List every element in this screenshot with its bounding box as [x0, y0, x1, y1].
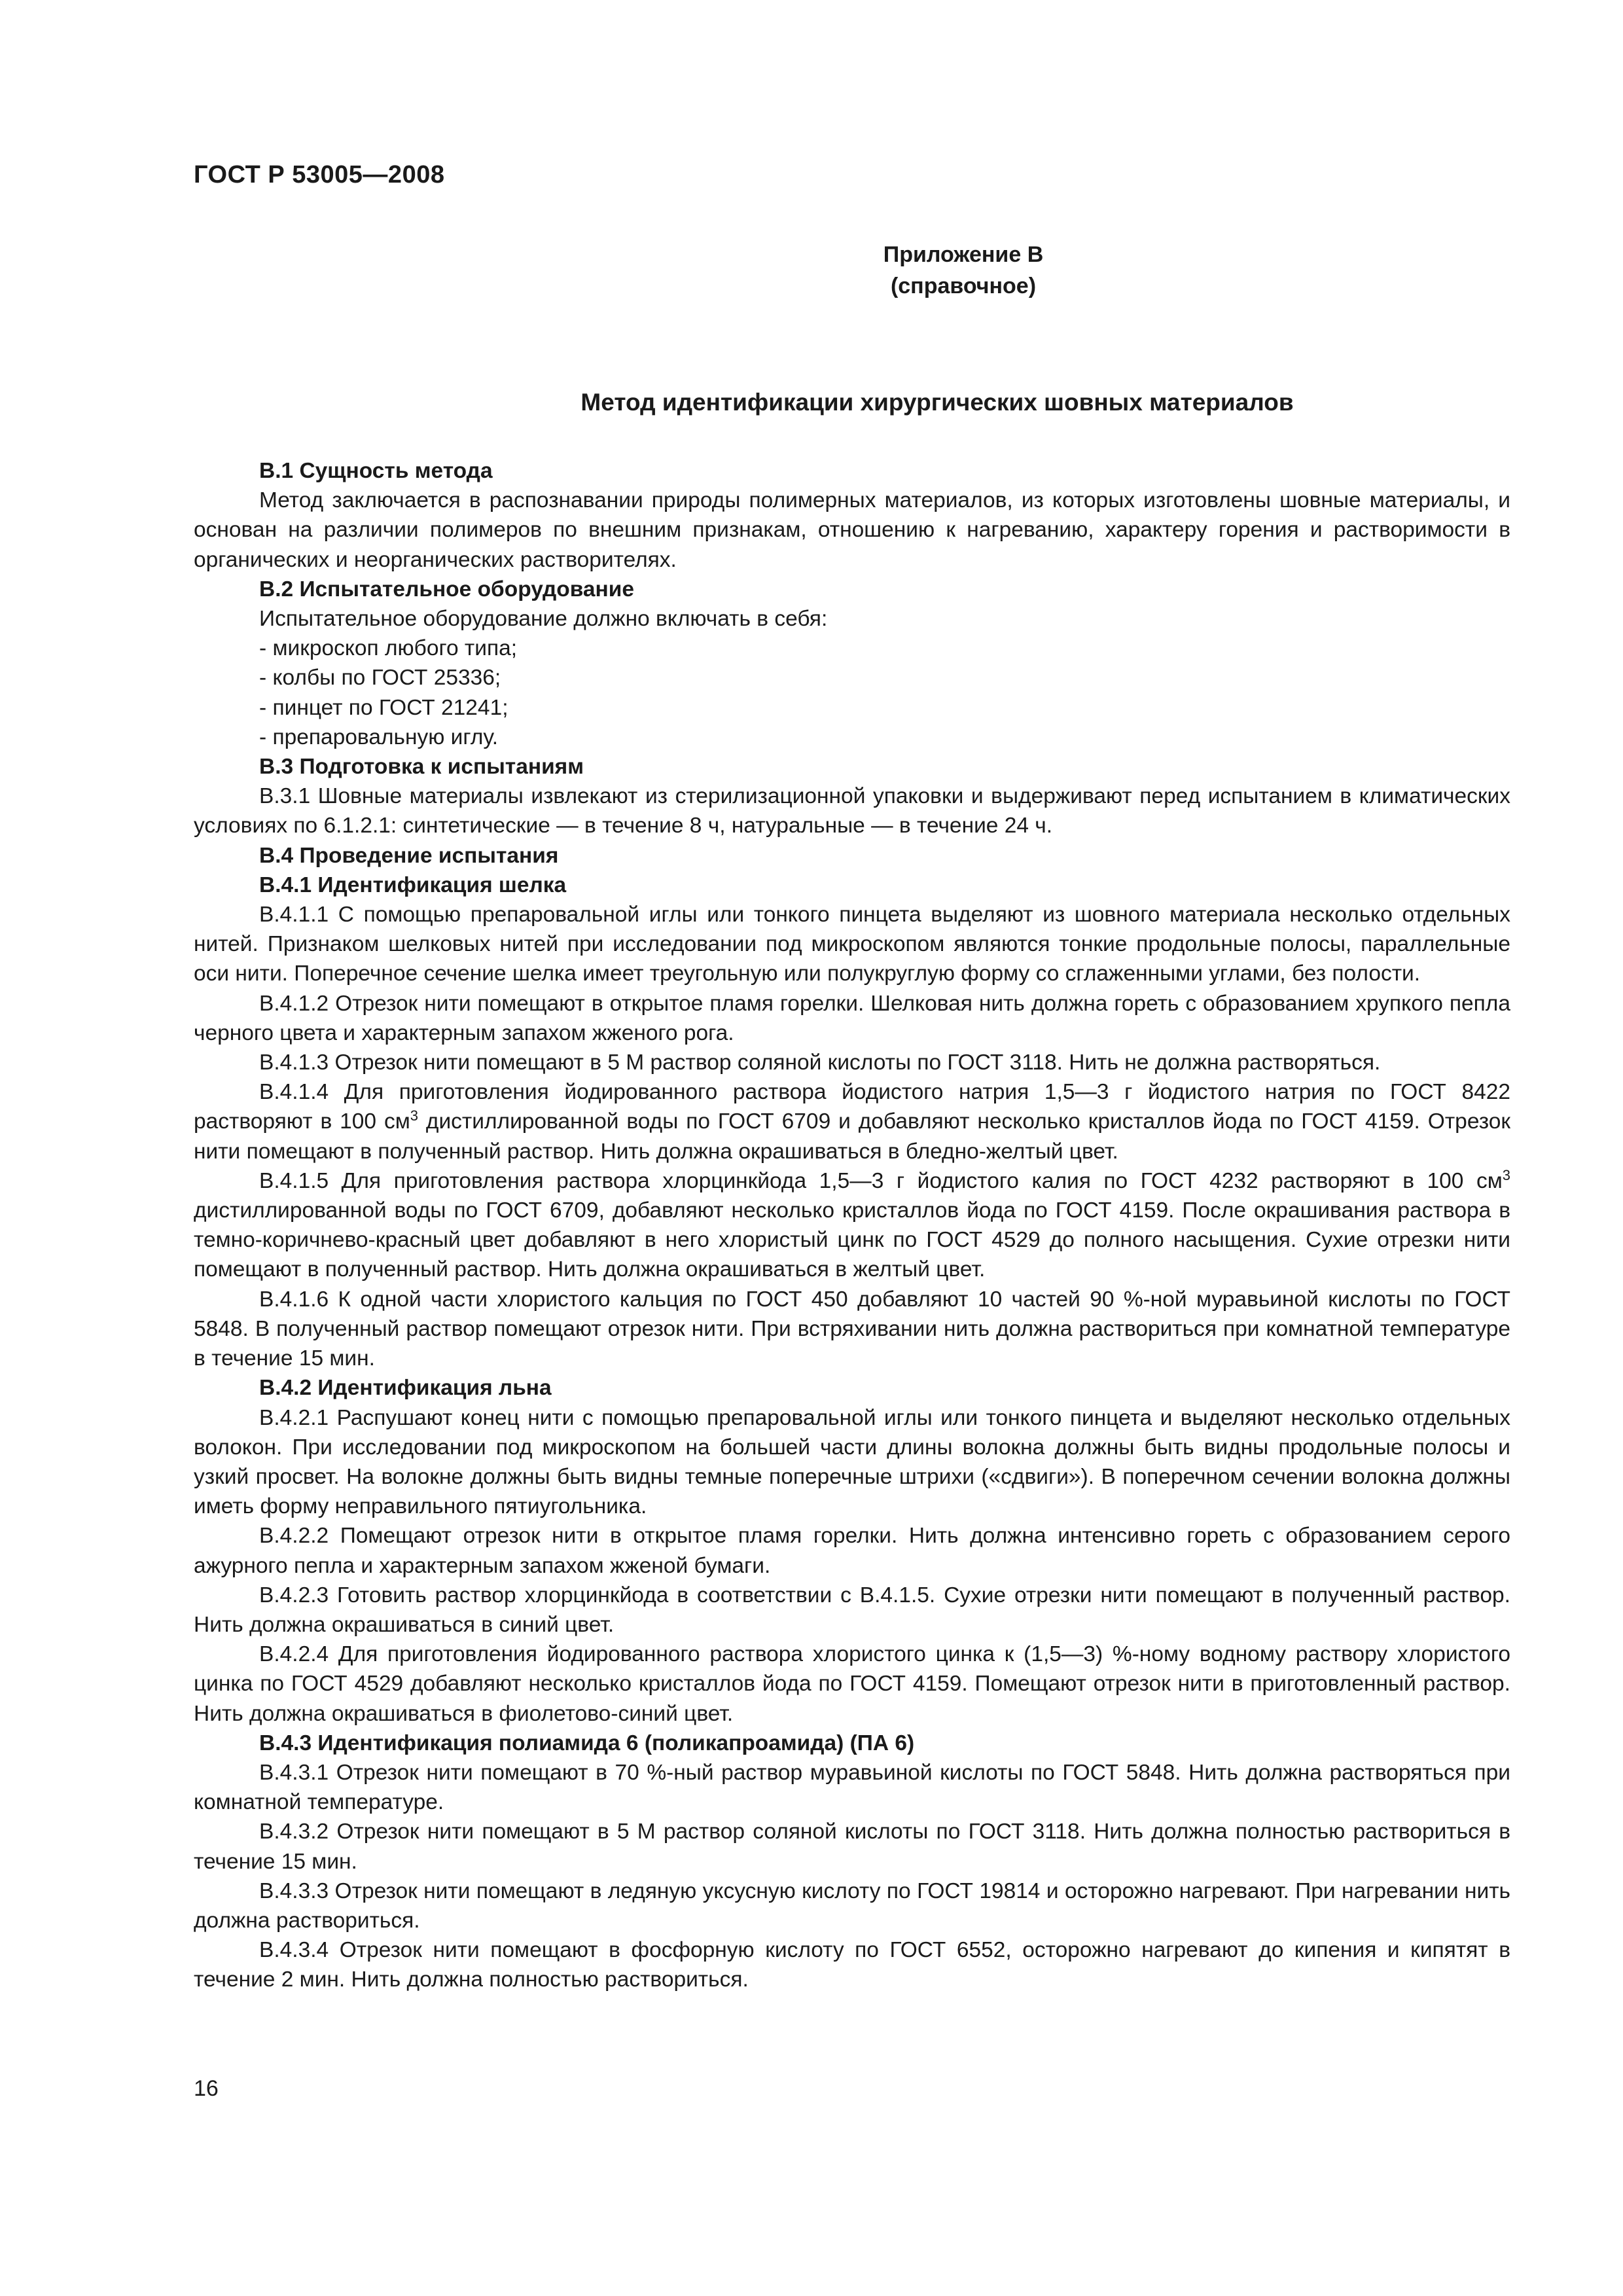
superscript: 3 — [1502, 1166, 1510, 1183]
paragraph — [194, 1166, 1510, 1285]
subsection-heading: В.4.2 Идентификация льна — [259, 1376, 552, 1401]
paragraph: В.4.3.1 Отрезок нити помещают в 70 %-ный раствор муравьиной кислоты по ГОСТ 5848. Нить должна растворяться при комнатной температуре. — [194, 1760, 1510, 1815]
list-item: - пинцет по ГОСТ 21241; — [259, 695, 508, 720]
paragraph: В.4.1.6 К одной части хлористого кальция по ГОСТ 450 добавляют 10 частей 90 %-ной муравьиной кислоты по ГОСТ 5848. В полученный раствор помещают отрезок нити. При встряхивании нить должна раствориться при комнатной температуре в течение 15 мин. — [194, 1287, 1510, 1371]
paragraph: Испытательное оборудование должно включать в себя: — [259, 607, 828, 632]
paragraph — [194, 1077, 1510, 1166]
superscript: 3 — [410, 1107, 418, 1124]
section-heading: В.4 Проведение испытания — [259, 843, 559, 868]
page-number: 16 — [194, 2076, 219, 2101]
paragraph: В.4.2.2 Помещают отрезок нити в открытое пламя горелки. Нить должна интенсивно гореть с образованием серого ажурного пепла и характерным запахом жженой бумаги. — [194, 1524, 1510, 1578]
section-heading: В.1 Сущность метода — [259, 459, 493, 483]
paragraph: В.3.1 Шовные материалы извлекают из стерилизационной упаковки и выдерживают перед испытанием в климатических условиях по 6.1.2.1: синтетические — в течение 8 ч, натуральные — в течение 24 ч. — [194, 784, 1510, 838]
paragraph: В.4.1.2 Отрезок нити помещают в открытое пламя горелки. Шелковая нить должна гореть с образованием хрупкого пепла черного цвета и характерным запахом жженого рога. — [194, 991, 1510, 1045]
section-heading: В.2 Испытательное оборудование — [259, 577, 634, 601]
paragraph: В.4.1.1 С помощью препаровальной иглы или тонкого пинцета выделяют из шовного материала несколько отдельных нитей. Признаком шелковых нитей при исследовании под микроскопом являются тонкие продольные полосы, параллельные оси нити. Поперечное сечение шелка имеет треугольную или полукруглую форму со сглаженными углами, без полости. — [194, 903, 1510, 986]
text-run: В.4.1.4 Для приготовления йодированного раствора йодистого натрия 1,5—3 г йодистого натрия по ГОСТ 8422 растворяют в 100 см — [194, 1080, 1510, 1134]
paragraph: В.4.2.3 Готовить раствор хлорцинкйода в соответствии с В.4.1.5. Сухие отрезки нити помещают в полученный раствор. Нить должна окрашиваться в синий цвет. — [194, 1583, 1510, 1637]
list-item: - препаровальную иглу. — [259, 725, 499, 749]
paragraph: В.4.1.3 Отрезок нити помещают в 5 М раствор соляной кислоты по ГОСТ 3118. Нить не должна растворяться. — [259, 1050, 1381, 1075]
text-run: дистиллированной воды по ГОСТ 6709 и добавляют несколько кристаллов йода по ГОСТ 4159. Отрезок нити помещают в полученный раствор. Нить должна окрашиваться в бледно-желтый цвет. — [194, 1109, 1510, 1164]
subsection-heading: В.4.3 Идентификация полиамида 6 (поликапроамида) (ПА 6) — [259, 1731, 915, 1755]
paragraph: В.4.2.4 Для приготовления йодированного раствора хлористого цинка к (1,5—3) %-ному водному раствору хлористого цинка по ГОСТ 4529 добавляют несколько кристаллов йода по ГОСТ 4159. Помещают отрезок нити в приготовленный раствор. Нить должна окрашиваться в фиолетово-синий цвет. — [194, 1642, 1510, 1726]
annex-title: Метод идентификации хирургических шовных материалов — [580, 389, 1294, 416]
list-item: - микроскоп любого типа; — [259, 636, 518, 661]
text-run: дистиллированной воды по ГОСТ 6709, добавляют несколько кристаллов йода по ГОСТ 4159. После окрашивания раствора в темно-коричнево-красный цвет добавляют в него хлористый цинк по ГОСТ 4529 до полного насыщения. Сухие отрезки нити помещают в полученный раствор. Нить должна окрашиваться в желтый цвет. — [194, 1198, 1510, 1282]
section-heading: В.3 Подготовка к испытаниям — [259, 755, 584, 780]
annex-label: Приложение В — [883, 242, 1044, 267]
list-item: - колбы по ГОСТ 25336; — [259, 666, 501, 691]
paragraph: В.4.3.4 Отрезок нити помещают в фосфорную кислоту по ГОСТ 6552, осторожно нагревают до кипения и кипятят в течение 2 мин. Нить должна полностью раствориться. — [194, 1938, 1510, 1992]
document-id: ГОСТ Р 53005—2008 — [194, 161, 445, 188]
document-body — [194, 456, 1510, 1995]
annex-heading — [194, 239, 1510, 302]
paragraph: В.4.2.1 Распушают конец нити с помощью препаровальной иглы или тонкого пинцета и выделяют несколько отдельных волокон. При исследовании под микроскопом на большей части длины волокна должны быть видны продольные полосы и узкий просвет. На волокне должны быть видны темные поперечные штрихи («сдвиги»). В поперечном сечении волокна должны иметь форму неправильного пятиугольника. — [194, 1405, 1510, 1519]
subsection-heading: В.4.1 Идентификация шелка — [259, 872, 567, 897]
paragraph: Метод заключается в распознавании природы полимерных материалов, из которых изготовлены шовные материалы, и основан на различии полимеров по внешним признакам, отношению к нагреванию, характеру горения и растворимости в органических и неорганических растворителях. — [194, 488, 1510, 572]
text-run: В.4.1.5 Для приготовления раствора хлорцинкйода 1,5—3 г йодистого калия по ГОСТ 4232 растворяют в 100 см — [259, 1168, 1503, 1193]
annex-type: (справочное) — [890, 274, 1037, 298]
paragraph: В.4.3.2 Отрезок нити помещают в 5 М раствор соляной кислоты по ГОСТ 3118. Нить должна полностью раствориться в течение 15 мин. — [194, 1820, 1510, 1874]
paragraph: В.4.3.3 Отрезок нити помещают в ледяную уксусную кислоту по ГОСТ 19814 и осторожно нагревают. При нагревании нить должна раствориться. — [194, 1878, 1510, 1933]
